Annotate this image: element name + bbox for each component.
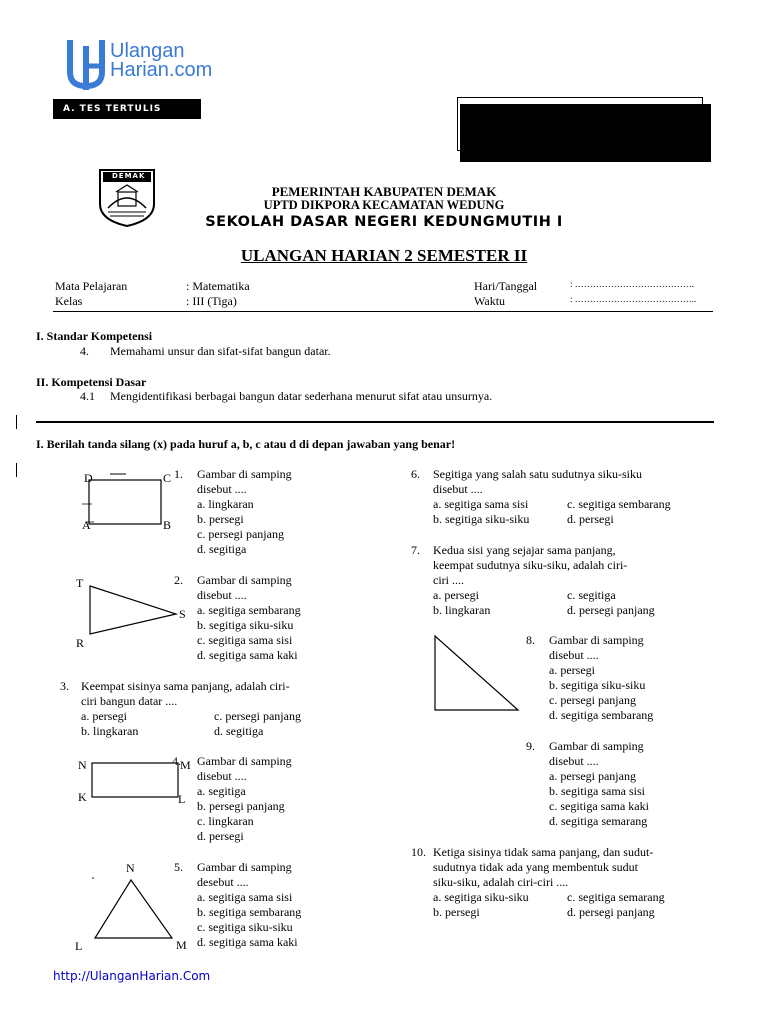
vertex-label: N <box>78 758 87 772</box>
vertex-label: R <box>76 636 85 650</box>
q1-rectangle-figure <box>80 466 180 536</box>
margin-mark <box>16 463 17 477</box>
subject-label: Mata Pelajaran <box>55 279 128 293</box>
q10-option-a[interactable]: a. segitiga siku-siku <box>433 890 529 904</box>
q5-stem: desebut .... <box>197 875 249 889</box>
vertex-label: M <box>180 758 191 772</box>
q4-number: 4. <box>172 754 181 768</box>
q7-stem: keempat sudutnya siku-siku, adalah ciri- <box>433 558 628 572</box>
vertex-label: S <box>179 607 186 621</box>
q5-option-b[interactable]: b. segitiga sembarang <box>197 905 302 919</box>
vertex-label: L <box>75 939 83 953</box>
q1-option-b[interactable]: b. persegi <box>197 512 244 526</box>
q4-option-d[interactable]: d. persegi <box>197 829 244 843</box>
divider <box>36 421 714 423</box>
q9-stem: disebut .... <box>549 754 599 768</box>
vertex-label: N <box>126 861 135 875</box>
q6-option-c[interactable]: c. segitiga sembarang <box>567 497 671 511</box>
q8-stem: disebut .... <box>549 648 599 662</box>
q2-stem: Gambar di samping <box>197 573 292 587</box>
q3-number: 3. <box>60 679 69 693</box>
q8-number: 8. <box>526 633 535 647</box>
vertex-label: B <box>163 518 172 532</box>
q4-stem: disebut .... <box>197 769 247 783</box>
q9-stem: Gambar di samping <box>549 739 644 753</box>
q4-option-b[interactable]: b. persegi panjang <box>197 799 285 813</box>
q10-option-b[interactable]: b. persegi <box>433 905 480 919</box>
logo-mark-icon <box>66 38 116 92</box>
q2-stem: disebut .... <box>197 588 247 602</box>
q2-option-c[interactable]: c. segitiga sama sisi <box>197 633 293 647</box>
margin-mark <box>16 415 17 429</box>
kd-heading: II. Kompetensi Dasar <box>36 375 147 389</box>
q6-stem: Segitiga yang salah satu sudutnya siku-siku <box>433 467 642 481</box>
school-name: SEKOLAH DASAR NEGERI KEDUNGMUTIH I <box>205 214 563 230</box>
vertex-label: D <box>84 471 93 485</box>
sk-text: Memahami unsur dan sifat-sifat bangun datar. <box>110 344 331 358</box>
q3-option-b[interactable]: b. lingkaran <box>81 724 139 738</box>
divider <box>53 311 713 312</box>
exam-title: ULANGAN HARIAN 2 SEMESTER II <box>240 246 528 265</box>
q1-stem: disebut .... <box>197 482 247 496</box>
sk-num: 4. <box>80 344 89 358</box>
q2-number: 2. <box>174 573 183 587</box>
q5-option-a[interactable]: a. segitiga sama sisi <box>197 890 293 904</box>
q7-option-b[interactable]: b. lingkaran <box>433 603 491 617</box>
q1-option-a[interactable]: a. lingkaran <box>197 497 254 511</box>
q6-option-a[interactable]: a. segitiga sama sisi <box>433 497 529 511</box>
q7-number: 7. <box>411 543 420 557</box>
q8-option-c[interactable]: c. persegi panjang <box>549 693 636 707</box>
q6-option-b[interactable]: b. segitiga siku-siku <box>433 512 530 526</box>
q3-stem: ciri bangun datar .... <box>81 694 178 708</box>
q10-stem: sudutnya tidak ada yang membentuk sudut <box>433 860 638 874</box>
q6-option-d[interactable]: d. persegi <box>567 512 614 526</box>
q9-option-d[interactable]: d. segitiga semarang <box>549 814 648 828</box>
q10-option-d[interactable]: d. persegi panjang <box>567 905 655 919</box>
seal-label: DEMAK <box>112 172 146 180</box>
q7-stem: ciri .... <box>433 573 464 587</box>
q3-option-d[interactable]: d. segitiga <box>214 724 264 738</box>
q8-right-triangle-figure <box>430 630 525 715</box>
q10-number: 10. <box>411 845 426 859</box>
q2-option-d[interactable]: d. segitiga sama kaki <box>197 648 298 662</box>
day-label: Hari/Tanggal <box>474 279 538 293</box>
kd-num: 4.1 <box>80 389 95 403</box>
vertex-label: C <box>163 471 172 485</box>
header-line2: UPTD DIKPORA KECAMATAN WEDUNG <box>263 198 505 212</box>
vertex-label: M <box>176 938 187 952</box>
footer-link[interactable]: http://UlanganHarian.Com <box>53 969 211 983</box>
q9-option-a[interactable]: a. persegi panjang <box>549 769 636 783</box>
site-logo[interactable] <box>66 38 296 94</box>
time-label: Waktu <box>474 294 506 308</box>
class-value: : III (Tiga) <box>186 294 237 308</box>
q7-option-a[interactable]: a. persegi <box>433 588 479 602</box>
q7-option-c[interactable]: c. segitiga <box>567 588 616 602</box>
q8-stem: Gambar di samping <box>549 633 644 647</box>
logo-line1: Ulangan <box>110 40 185 62</box>
q10-option-c[interactable]: c. segitiga semarang <box>567 890 665 904</box>
q7-stem: Kedua sisi yang sejajar sama panjang, <box>433 543 616 557</box>
q9-number: 9. <box>526 739 535 753</box>
q1-number: 1. <box>174 467 183 481</box>
q9-option-b[interactable]: b. segitiga sama sisi <box>549 784 645 798</box>
q1-option-d[interactable]: d. segitiga <box>197 542 247 556</box>
vertex-label: L <box>178 792 186 806</box>
q9-option-c[interactable]: c. segitiga sama kaki <box>549 799 649 813</box>
q10-stem: Ketiga sisinya tidak sama panjang, dan sudut- <box>433 845 654 859</box>
q3-option-c[interactable]: c. persegi panjang <box>214 709 301 723</box>
score-box <box>460 104 711 162</box>
q8-option-a[interactable]: a. persegi <box>549 663 595 677</box>
q2-option-a[interactable]: a. segitiga sembarang <box>197 603 301 617</box>
day-value: : …………………………………. <box>570 279 695 289</box>
q6-number: 6. <box>411 467 420 481</box>
subject-value: : Matematika <box>186 279 250 293</box>
time-value: : ………………………………….. <box>570 294 697 304</box>
q2-option-b[interactable]: b. segitiga siku-siku <box>197 618 294 632</box>
vertex-label: T <box>76 576 84 590</box>
q4-option-a[interactable]: a. segitiga <box>197 784 246 798</box>
section-badge: A. TES TERTULIS <box>53 99 201 119</box>
q5-number: 5. <box>174 860 183 874</box>
kd-text: Mengidentifikasi berbagai bangun datar sederhana menurut sifat atau unsurnya. <box>110 389 493 403</box>
q3-stem: Keempat sisinya sama panjang, adalah ciri- <box>81 679 290 693</box>
logo-line2: Harian.com <box>110 59 213 81</box>
q7-option-d[interactable]: d. persegi panjang <box>567 603 655 617</box>
q5-option-d[interactable]: d. segitiga sama kaki <box>197 935 298 949</box>
q1-option-c[interactable]: c. persegi panjang <box>197 527 284 541</box>
q10-stem: siku-siku, adalah ciri-ciri .... <box>433 875 569 889</box>
class-label: Kelas <box>55 294 83 308</box>
header-line1: PEMERINTAH KABUPATEN DEMAK <box>271 184 497 199</box>
q5-option-c[interactable]: c. segitiga siku-siku <box>197 920 293 934</box>
q5-stem: Gambar di samping <box>197 860 292 874</box>
q8-option-b[interactable]: b. segitiga siku-siku <box>549 678 646 692</box>
q8-option-d[interactable]: d. segitiga sembarang <box>549 708 654 722</box>
instruction: I. Berilah tanda silang (x) pada huruf a, b, c atau d di depan jawaban yang benar! <box>36 437 456 451</box>
q3-option-a[interactable]: a. persegi <box>81 709 127 723</box>
q6-stem: disebut .... <box>433 482 483 496</box>
q1-stem: Gambar di samping <box>197 467 292 481</box>
q4-option-c[interactable]: c. lingkaran <box>197 814 254 828</box>
vertex-label: A <box>82 518 91 532</box>
q4-stem: Gambar di samping <box>197 754 292 768</box>
vertex-label: K <box>78 790 87 804</box>
sk-heading: I. Standar Kompetensi <box>36 329 153 343</box>
